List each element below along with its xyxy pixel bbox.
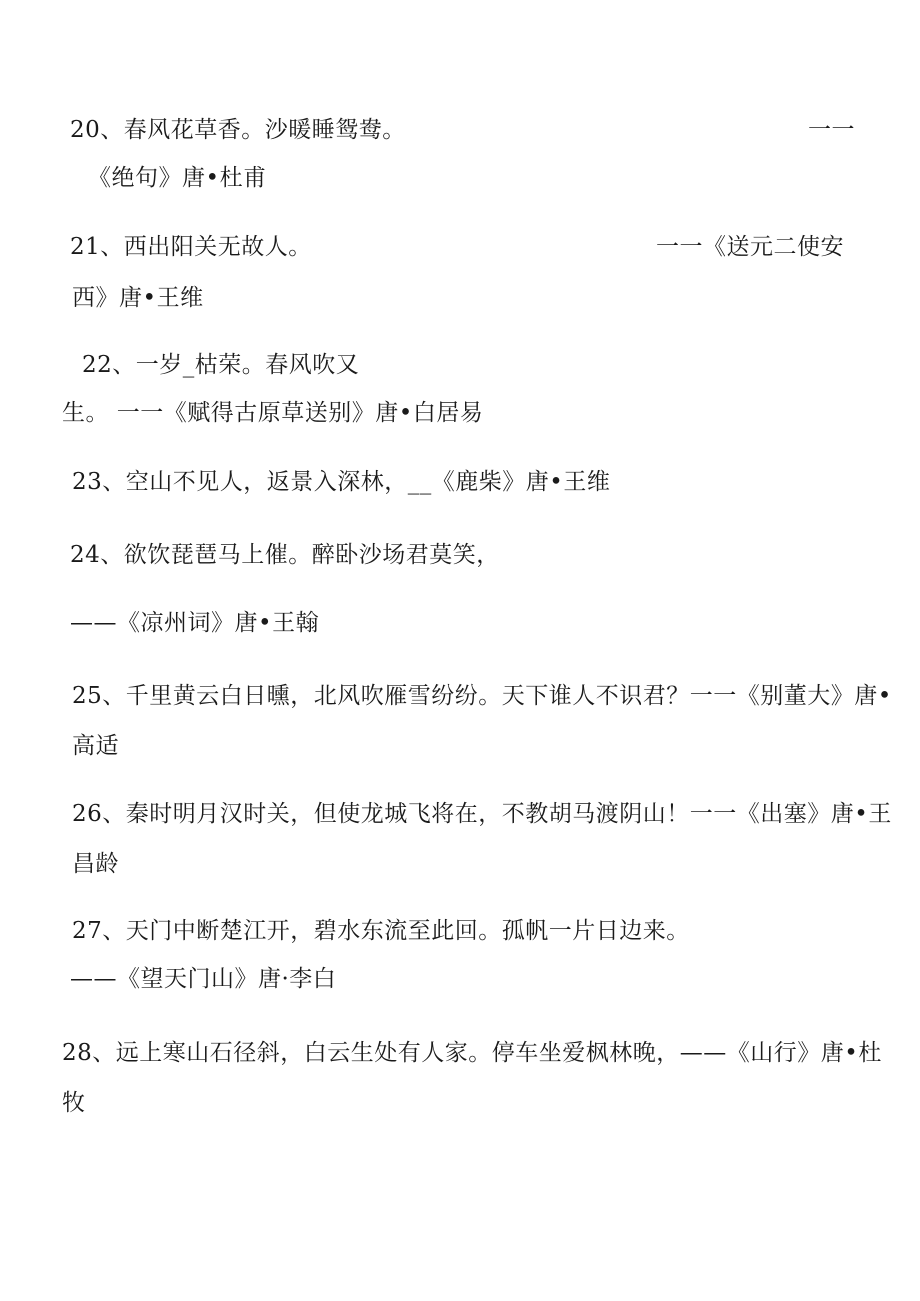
poem-22-line-2: 生。 一一《赋得古原草送别》唐•白居易 xyxy=(62,400,484,426)
poem-21-line-1-tail: 一一《送元二使安 xyxy=(656,234,844,260)
poem-25-line-1: 25、千里黄云白日曛，北风吹雁雪纷纷。天下谁人不识君？一一《别董大》唐• xyxy=(72,683,892,709)
poem-20-line-1: 20、春风花草香。沙暖睡鸳鸯。 xyxy=(70,117,406,143)
poem-22-line-1: 22、一岁_枯荣。春风吹又 xyxy=(82,352,360,378)
poem-21-line-1: 21、西出阳关无故人。 xyxy=(70,234,312,260)
poem-26-line-1: 26、秦时明月汉时关，但使龙城飞将在，不教胡马渡阴山！一一《出塞》唐•王 xyxy=(72,801,892,827)
poem-26-line-2: 昌龄 xyxy=(72,851,119,877)
poem-20-line-2: 《绝句》唐•杜甫 xyxy=(88,165,267,191)
poem-23-line-1: 23、空山不见人，返景入深林，__《鹿柴》唐•王维 xyxy=(72,469,611,495)
poem-24-line-2: ——《凉州词》唐•王翰 xyxy=(70,610,320,636)
poem-27-line-2: ——《望天门山》唐·李白 xyxy=(70,966,337,992)
poem-21-line-2: 西》唐•王维 xyxy=(72,285,204,311)
poem-20-line-1-tail: 一一 xyxy=(808,117,855,143)
poem-28-line-1: 28、远上寒山石径斜，白云生处有人家。停车坐爱枫林晚，——《山行》唐•杜 xyxy=(62,1040,882,1066)
poem-24-line-1: 24、欲饮琵琶马上催。醉卧沙场君莫笑， xyxy=(70,542,500,568)
poem-27-line-1: 27、天门中断楚江开，碧水东流至此回。孤帆一片日边来。 xyxy=(72,918,690,944)
poem-28-line-2: 牧 xyxy=(62,1090,86,1116)
poem-25-line-2: 高适 xyxy=(72,733,119,759)
